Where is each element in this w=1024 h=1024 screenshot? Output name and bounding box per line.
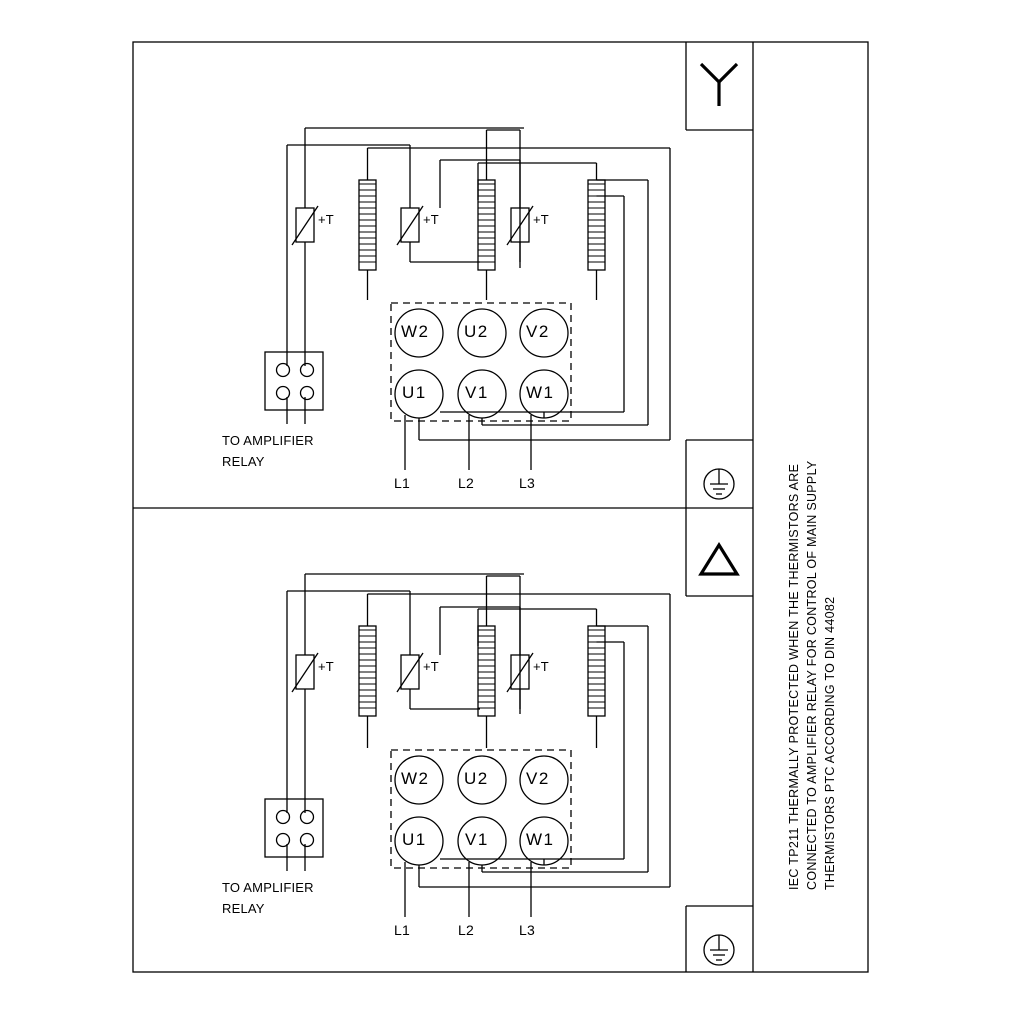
- terminal-u2-delta: U2: [464, 769, 489, 788]
- terminal-v2-delta: V2: [526, 769, 550, 788]
- supply-l3: L3: [519, 475, 535, 491]
- supply-l2-delta: L2: [458, 922, 474, 938]
- thermistor-label-1: +T: [318, 212, 334, 227]
- terminal-v2: V2: [526, 322, 550, 341]
- supply-l1: L1: [394, 475, 410, 491]
- supply-l2: L2: [458, 475, 474, 491]
- thermistor-label-5: +T: [423, 659, 439, 674]
- supply-l3-delta: L3: [519, 922, 535, 938]
- terminal-w2-delta: W2: [401, 769, 430, 788]
- note-line-3: THERMISTORS PTC ACCORDING TO DIN 44082: [823, 596, 837, 890]
- amplifier-label-line4: RELAY: [222, 901, 265, 916]
- terminal-w1: W1: [526, 383, 555, 402]
- amplifier-label-line2: RELAY: [222, 454, 265, 469]
- terminal-v1: V1: [465, 383, 489, 402]
- terminal-u2: U2: [464, 322, 489, 341]
- delta-icon: [701, 545, 737, 574]
- note-line-2: CONNECTED TO AMPLIFIER RELAY FOR CONTROL OF MAIN SUPPLY: [805, 460, 819, 890]
- terminal-w2: W2: [401, 322, 430, 341]
- amplifier-label-line1: TO AMPLIFIER: [222, 433, 314, 448]
- terminal-u1-delta: U1: [402, 830, 427, 849]
- wye-icon: [701, 64, 737, 106]
- thermistor-label-6: +T: [533, 659, 549, 674]
- terminal-v1-delta: V1: [465, 830, 489, 849]
- terminal-w1-delta: W1: [526, 830, 555, 849]
- supply-l1-delta: L1: [394, 922, 410, 938]
- thermistor-label-3: +T: [533, 212, 549, 227]
- note-line-1: IEC TP211 THERMALLY PROTECTED WHEN THE THERMISTORS ARE: [787, 463, 801, 890]
- thermistor-label-2: +T: [423, 212, 439, 227]
- thermistor-label-4: +T: [318, 659, 334, 674]
- winding-hatch: [359, 184, 605, 708]
- terminal-u1: U1: [402, 383, 427, 402]
- amplifier-label-line3: TO AMPLIFIER: [222, 880, 314, 895]
